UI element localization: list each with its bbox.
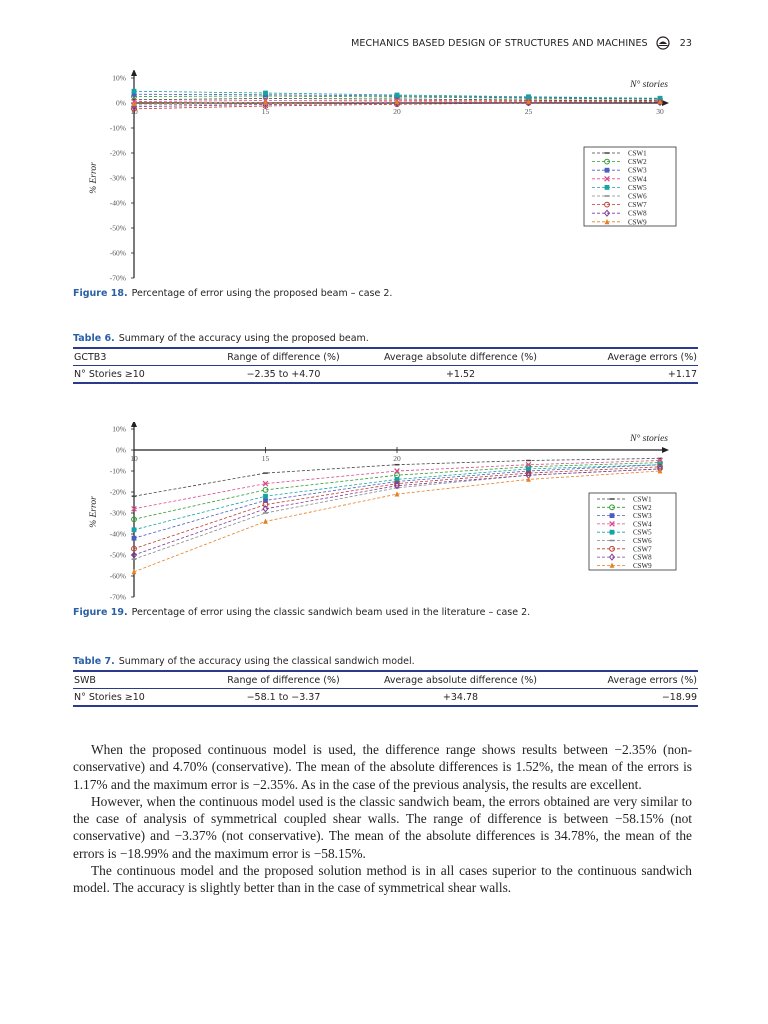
y-tick-label: 10%	[112, 424, 126, 434]
x-axis-title: N° stories	[630, 80, 668, 90]
figure-18	[70, 70, 700, 285]
legend-label: CSW2	[628, 158, 647, 167]
running-head	[351, 36, 692, 50]
y-tick-label: 0%	[116, 98, 126, 108]
table-7-caption	[73, 656, 698, 667]
legend-label: CSW5	[628, 183, 647, 192]
y-tick-label: -10%	[109, 123, 126, 133]
x-tick-label: 20	[393, 107, 401, 116]
legend-label: CSW6	[633, 537, 652, 545]
y-axis-title: % Error	[89, 162, 99, 194]
y-tick-label: 10%	[112, 73, 126, 83]
x-tick-label: 15	[261, 107, 270, 116]
legend-label: CSW6	[628, 192, 647, 201]
table-6-grid	[73, 347, 698, 384]
data-point	[263, 494, 268, 499]
legend-label: CSW3	[633, 512, 652, 521]
x-tick-label: 20	[393, 454, 401, 463]
journal-title: MECHANICS BASED DESIGN OF STRUCTURES AND MACHINES	[351, 37, 648, 49]
figure-19-chart	[70, 422, 700, 604]
legend-label: CSW4	[633, 520, 652, 529]
table-6	[73, 333, 698, 384]
table-cell: N° Stories ≥10	[74, 368, 145, 380]
legend-label: CSW1	[628, 149, 647, 158]
legend-label: CSW8	[633, 553, 652, 562]
paragraph: The continuous model and the proposed solution method is in all cases superior to the continuous sandwich model. The accuracy is slightly better than in the case of symmetrical shear walls.	[73, 863, 692, 896]
figure-19	[70, 422, 700, 604]
figure-19-caption	[73, 607, 530, 618]
x-tick-label: 10	[130, 454, 138, 463]
x-axis-title: N° stories	[630, 434, 668, 444]
table-header-cell: Average errors (%)	[607, 674, 697, 686]
y-tick-label: -10%	[109, 466, 126, 476]
figure-18-chart	[70, 70, 700, 285]
y-tick-label: -60%	[109, 571, 126, 581]
y-tick-label: -30%	[109, 173, 126, 183]
legend-label: CSW1	[633, 495, 652, 504]
figure-18-label: Figure 18.	[73, 288, 128, 299]
legend-label: CSW7	[633, 545, 652, 554]
y-tick-label: -60%	[109, 248, 126, 258]
series-line	[134, 465, 660, 530]
y-axis-title: % Error	[89, 496, 99, 528]
y-tick-label: -70%	[109, 592, 126, 602]
table-header-cell: Range of difference (%)	[227, 674, 340, 686]
data-point	[526, 94, 531, 99]
table-7-header-row	[73, 671, 698, 689]
table-row	[73, 689, 698, 707]
y-tick-label: -40%	[109, 529, 126, 539]
table-7-grid	[73, 670, 698, 707]
table-cell: N° Stories ≥10	[74, 691, 145, 703]
x-axis-arrow	[662, 100, 669, 106]
data-point	[395, 93, 400, 98]
legend-marker	[605, 168, 610, 173]
y-tick-label: -30%	[109, 508, 126, 518]
data-point	[132, 89, 137, 94]
table-cell: +1.17	[667, 368, 697, 380]
table-header-cell: SWB	[74, 674, 96, 686]
legend-label: CSW9	[628, 218, 647, 227]
table-header-cell: Average absolute difference (%)	[383, 351, 538, 363]
y-tick-label: -50%	[109, 550, 126, 560]
table-cell: −58.1 to −3.37	[246, 691, 321, 703]
y-tick-label: -40%	[109, 198, 126, 208]
figure-18-caption-text: Percentage of error using the proposed beam – case 2.	[131, 288, 393, 299]
table-cell: +1.52	[445, 368, 476, 380]
series-csw2	[132, 460, 663, 522]
x-tick-label: 30	[656, 107, 664, 116]
data-point	[132, 536, 137, 541]
table-7-caption-text: Summary of the accuracy using the classical sandwich model.	[118, 656, 415, 667]
series-csw3	[132, 462, 663, 540]
y-tick-label: -70%	[109, 273, 126, 283]
y-tick-label: 0%	[116, 445, 126, 455]
data-point	[263, 91, 268, 96]
y-axis-arrow	[131, 70, 137, 76]
legend-label: CSW7	[628, 201, 647, 210]
figure-18-caption	[73, 288, 392, 299]
x-tick-label: 15	[261, 454, 270, 463]
table-7-label: Table 7.	[73, 656, 115, 667]
y-axis-arrow	[131, 422, 137, 427]
body-text	[73, 741, 692, 897]
page-number: 23	[679, 37, 692, 49]
table-6-header-row	[73, 348, 698, 366]
y-tick-label: -50%	[109, 223, 126, 233]
paragraph: When the proposed continuous model is used, the difference range shows results between −2.35% (non-conservative) and 4.70% (conservative). The mean of the absolute differences is 1.52%, the mean of the errors is 1.17% and the maximum error is −2.35%. As in the case of the previous analysis, the results are excellent.	[73, 742, 692, 792]
figure-19-caption-text: Percentage of error using the classic sandwich beam used in the literature – case 2.	[131, 607, 531, 618]
y-tick-label: -20%	[109, 148, 126, 158]
data-point	[132, 527, 137, 532]
x-tick-label: 25	[524, 107, 533, 116]
data-point	[526, 477, 531, 482]
legend-label: CSW2	[633, 503, 652, 512]
table-cell: −18.99	[661, 691, 697, 703]
y-tick-label: -20%	[109, 487, 126, 497]
x-axis-arrow	[662, 447, 669, 453]
publisher-logo-icon	[656, 36, 670, 50]
legend-marker	[610, 530, 615, 535]
series-csw4	[132, 458, 663, 511]
legend-label: CSW9	[633, 561, 652, 570]
legend-label: CSW5	[633, 528, 652, 537]
table-header-cell: Average errors (%)	[607, 351, 697, 363]
legend-marker	[610, 513, 615, 518]
legend-label: CSW3	[628, 166, 647, 175]
legend-label: CSW8	[628, 209, 647, 218]
table-6-label: Table 6.	[73, 333, 115, 344]
paragraph: However, when the continuous model used is the classic sandwich beam, the errors obtained are very similar to the case of analysis of symmetrical coupled shear walls. The range of difference is between −58.15% (not conservative) and −3.37% (not conservative). The mean of the absolute differences is 34.78%, the mean of the errors is −18.99% and the maximum error is −58.15%.	[73, 793, 692, 861]
table-header-cell: GCTB3	[74, 351, 107, 363]
table-cell: +34.78	[442, 691, 479, 703]
table-cell: −2.35 to +4.70	[246, 368, 321, 380]
table-6-caption	[73, 333, 698, 344]
x-tick-label: 10	[130, 107, 138, 116]
table-header-cell: Range of difference (%)	[227, 351, 340, 363]
figure-19-label: Figure 19.	[73, 607, 128, 618]
legend-marker	[605, 185, 610, 190]
table-header-cell: Average absolute difference (%)	[383, 674, 538, 686]
table-6-caption-text: Summary of the accuracy using the proposed beam.	[118, 333, 369, 344]
table-row	[73, 366, 698, 384]
table-7	[73, 656, 698, 707]
legend-label: CSW4	[628, 175, 647, 184]
series-csw9	[132, 468, 663, 574]
